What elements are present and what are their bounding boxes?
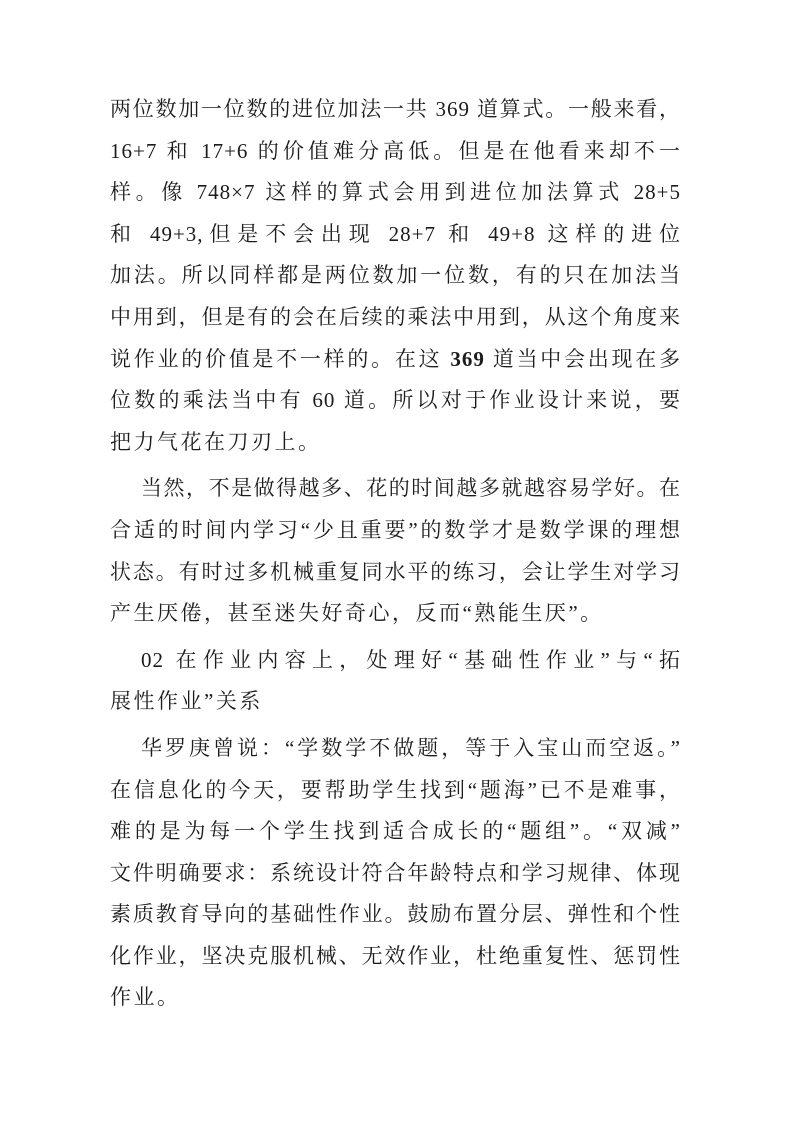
text-line: 把力气花在刀刃上。 (110, 429, 322, 454)
text-line: 华罗庚曾说：“学数学不做题，等于入宝山而空返。” (141, 735, 681, 760)
text-line: 化作业，坚决克服机械、无效作业，杜绝重复性、惩罚性 (110, 943, 681, 968)
text-line: 当然，不是做得越多、花的时间越多就越容易学好。在 (141, 476, 681, 501)
text-line: 加法。所以同样都是两位数加一位数，有的只在加法当 (110, 263, 681, 288)
text-line: 展性作业”关系 (110, 689, 263, 714)
text-line: 在信息化的今天，要帮助学生找到“题海”已不是难事， (110, 777, 681, 802)
text-line: 产生厌倦，甚至迷失好奇心，反而“熟能生厌”。 (110, 601, 604, 626)
text-line: 和 49+3,但是不会出现 28+7 和 49+8 这样的进位 (110, 221, 681, 246)
text-line: 状态。有时过多机械重复同水平的练习，会让学生对学习 (110, 559, 681, 584)
section-heading-02 (110, 640, 681, 723)
text-line: 说作业的价值是不一样的。在这 369 道当中会出现在多 (110, 346, 681, 371)
text-line: 中用到，但是有的会在后续的乘法中用到，从这个角度来 (110, 304, 681, 329)
text-line: 02 在作业内容上，处理好“基础性作业”与“拓 (141, 647, 681, 672)
paragraph-practice-quality (110, 468, 681, 634)
text-line: 两位数加一位数的进位加法一共 369 道算式。一般来看， (110, 97, 681, 121)
text-line: 样。像 748×7 这样的算式会用到进位加法算式 28+5 (110, 180, 681, 205)
paragraph-carry-addition-analysis (110, 89, 681, 463)
text-line: 文件明确要求：系统设计符合年龄特点和学习规律、体现 (110, 860, 681, 885)
document-content (110, 89, 681, 1019)
text-line: 合适的时间内学习“少且重要”的数学才是数学课的理想 (110, 517, 681, 542)
text-line: 位数的乘法当中有 60 道。所以对于作业设计来说，要 (110, 388, 681, 413)
bold-text: 369 (450, 346, 485, 371)
paragraph-hualuogeng-quote (110, 728, 681, 1019)
text-line: 难的是为每一个学生找到适合成长的“题组”。“双减” (110, 819, 681, 844)
text-line: 16+7 和 17+6 的价值难分高低。但是在他看来却不一 (110, 138, 681, 163)
text-line: 素质教育导向的基础性作业。鼓励布置分层、弹性和个性 (110, 902, 681, 927)
text-line: 作业。 (110, 985, 181, 1010)
